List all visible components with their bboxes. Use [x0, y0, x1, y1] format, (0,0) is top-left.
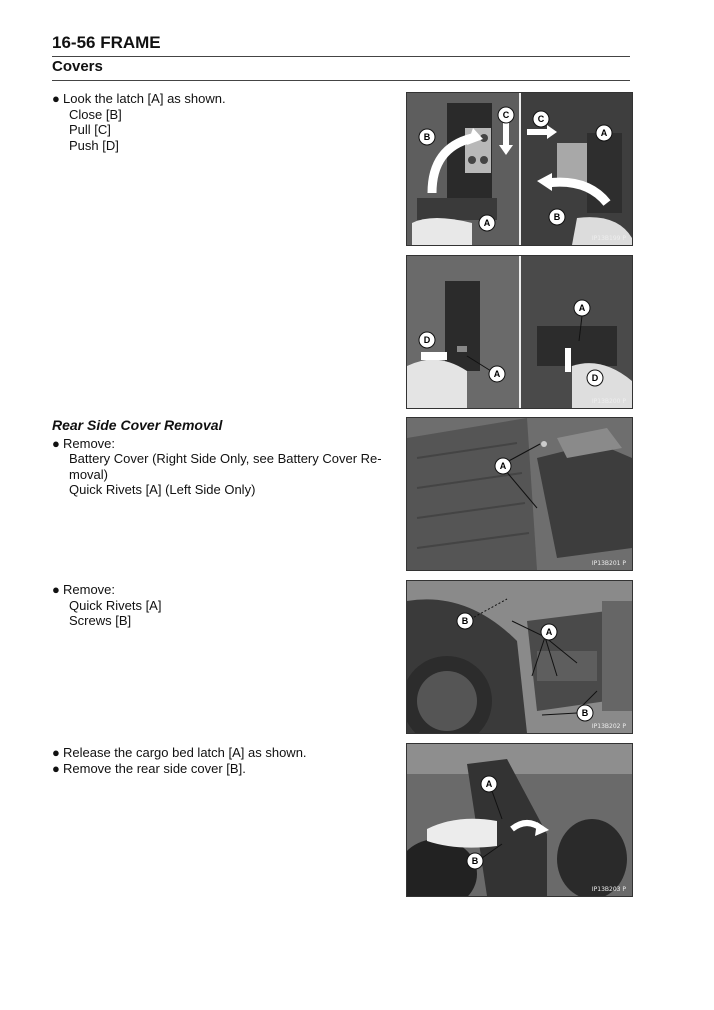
figure-rivets-screws: [406, 580, 633, 734]
bullet-text: Look the latch [A] as shown.: [63, 91, 226, 106]
figure-code: IP13B199 P: [591, 235, 626, 242]
sub-item: Close [B]: [69, 106, 122, 122]
bullet-item: [52, 745, 397, 761]
bullet-item: [52, 436, 397, 452]
callout-b-right: B: [553, 212, 561, 222]
callout-a-left: A: [493, 369, 501, 379]
bullet-item: [52, 761, 397, 777]
callout-b: B: [471, 856, 479, 866]
latch-instructions: [52, 91, 397, 153]
subsection-heading: Rear Side Cover Removal: [52, 417, 223, 433]
callout-d-right: D: [591, 373, 599, 383]
callout-c-right: C: [537, 114, 545, 124]
bullet-text: Release the cargo bed latch [A] as shown.: [63, 745, 307, 760]
bullet-item: [52, 582, 397, 598]
sub-item: Screws [B]: [69, 613, 132, 628]
callout-a-left: A: [483, 218, 491, 228]
sub-item: Push [D]: [69, 137, 119, 153]
sub-item: Pull [C]: [69, 122, 111, 137]
bullet-dot: ●: [52, 760, 60, 776]
removal-step-3: [52, 745, 397, 776]
figure-code: IP13B200 P: [591, 398, 626, 405]
removal-step-2: [52, 582, 397, 629]
bullet-text: Remove the rear side cover [B].: [63, 760, 246, 776]
callout-b-bottom: B: [581, 708, 589, 718]
callout-a-right: A: [600, 128, 608, 138]
callout-a: A: [545, 627, 553, 637]
figure-latch-close-pull: [406, 92, 633, 246]
callout-b-left: B: [423, 132, 431, 142]
sub-item: Battery Cover (Right Side Only, see Battery Cover Re-: [69, 451, 382, 466]
callout-a-right: A: [578, 303, 586, 313]
figure-cargo-bed-rivets: [406, 417, 633, 571]
figure-code: IP13B203 P: [591, 886, 626, 893]
bullet-dot: ●: [52, 582, 60, 597]
page-header-title: 16-56 FRAME: [52, 33, 161, 52]
cargo-bed-photo-illustration: [407, 418, 632, 570]
figure-code: IP13B202 P: [591, 723, 626, 730]
rear-side-photo-illustration: [407, 581, 632, 733]
callout-a: A: [499, 461, 507, 471]
removal-step-1: [52, 418, 397, 498]
bullet-dot: ●: [52, 435, 60, 451]
callout-d-left: D: [423, 335, 431, 345]
callout-c-left: C: [502, 110, 510, 120]
section-rule: [52, 80, 630, 81]
latch-photo-illustration: [407, 256, 632, 408]
callout-b-top: B: [461, 616, 469, 626]
figure-release-latch: [406, 743, 633, 897]
sub-item: moval): [69, 466, 109, 482]
sub-item: Quick Rivets [A] (Left Side Only): [69, 482, 256, 497]
bullet-text: Remove:: [63, 435, 116, 451]
section-title: Covers: [52, 58, 103, 75]
sub-item: Quick Rivets [A]: [69, 597, 162, 613]
bullet-item: [52, 91, 397, 107]
bullet-text: Remove:: [63, 582, 116, 597]
figure-latch-push: [406, 255, 633, 409]
latch-release-photo-illustration: [407, 744, 632, 896]
bullet-dot: ●: [52, 745, 60, 760]
bullet-dot: ●: [52, 91, 60, 106]
latch-photo-illustration: [407, 93, 632, 245]
header-rule: [52, 56, 630, 57]
callout-a: A: [485, 779, 493, 789]
figure-code: IP13B201 P: [591, 560, 626, 567]
